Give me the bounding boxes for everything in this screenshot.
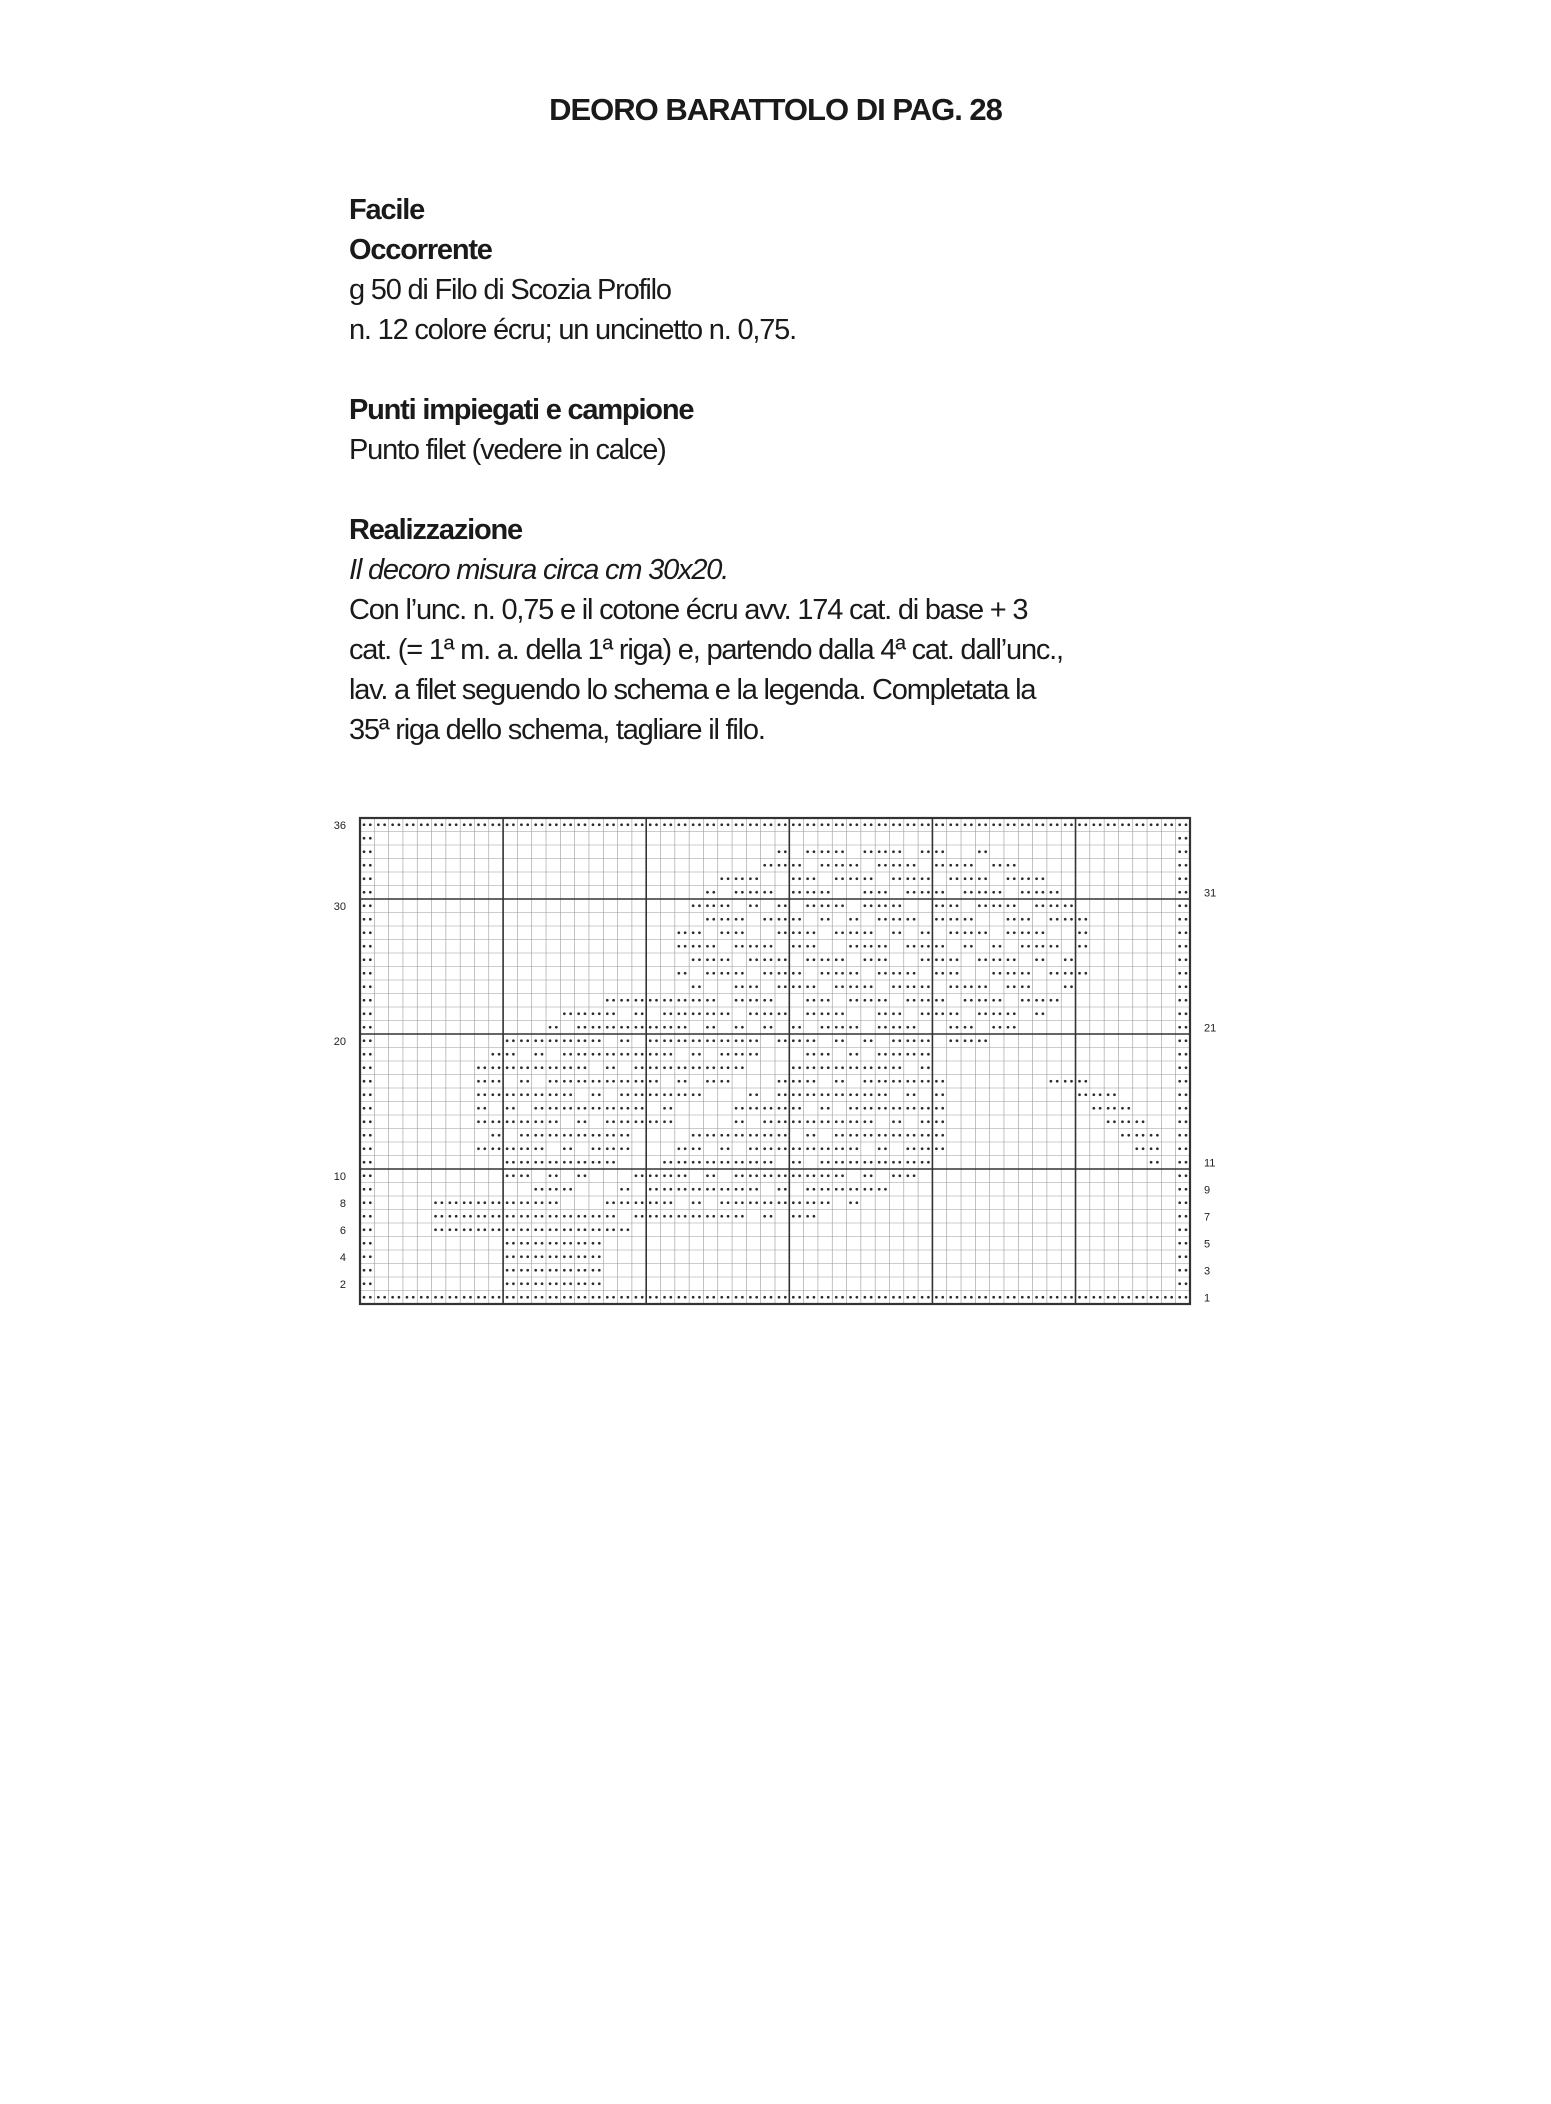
filet-chart-svg bbox=[300, 808, 1230, 1328]
row-label-left: 20 bbox=[333, 1035, 346, 1048]
document-title: DEORO BARATTOLO DI PAG. 28 bbox=[549, 92, 1002, 127]
filet-chart bbox=[300, 808, 1230, 1328]
row-label-left: 36 bbox=[333, 819, 346, 832]
instructions bbox=[349, 190, 1249, 750]
row-label-right: 21 bbox=[1204, 1022, 1217, 1035]
making-line: Con l’unc. n. 0,75 e il cotone écru avv. 174 cat. di base + 3 bbox=[349, 594, 1028, 626]
materials-heading: Occorrente bbox=[349, 234, 492, 266]
row-label-right: 7 bbox=[1204, 1211, 1211, 1224]
row-label-right: 5 bbox=[1204, 1238, 1211, 1251]
making-line: 35ª riga dello schema, tagliare il filo. bbox=[349, 714, 765, 746]
row-label-right: 31 bbox=[1204, 887, 1217, 900]
making-line: lav. a filet seguendo lo schema e la legenda. Completata la bbox=[349, 674, 1036, 706]
making-heading: Realizzazione bbox=[349, 514, 522, 546]
row-label-right: 9 bbox=[1204, 1184, 1211, 1197]
row-label-left: 6 bbox=[339, 1224, 346, 1237]
row-label-left: 10 bbox=[333, 1170, 346, 1183]
materials-line: g 50 di Filo di Scozia Profilo bbox=[349, 274, 671, 306]
row-label-right: 1 bbox=[1204, 1292, 1211, 1305]
row-label-right: 11 bbox=[1204, 1157, 1216, 1170]
row-label-left: 30 bbox=[333, 900, 346, 913]
materials-line: n. 12 colore écru; un uncinetto n. 0,75. bbox=[349, 314, 796, 346]
stitches-text: Punto filet (vedere in calce) bbox=[349, 434, 666, 466]
making-size: Il decoro misura circa cm 30x20. bbox=[349, 554, 729, 586]
row-label-right: 3 bbox=[1204, 1265, 1211, 1278]
row-label-left: 2 bbox=[339, 1278, 346, 1291]
row-label-left: 4 bbox=[339, 1251, 346, 1264]
making-line: cat. (= 1ª m. a. della 1ª riga) e, partendo dalla 4ª cat. dall’unc., bbox=[349, 634, 1063, 666]
stitches-heading: Punti impiegati e campione bbox=[349, 394, 694, 426]
row-label-left: 8 bbox=[339, 1197, 346, 1210]
difficulty-label: Facile bbox=[349, 194, 425, 226]
